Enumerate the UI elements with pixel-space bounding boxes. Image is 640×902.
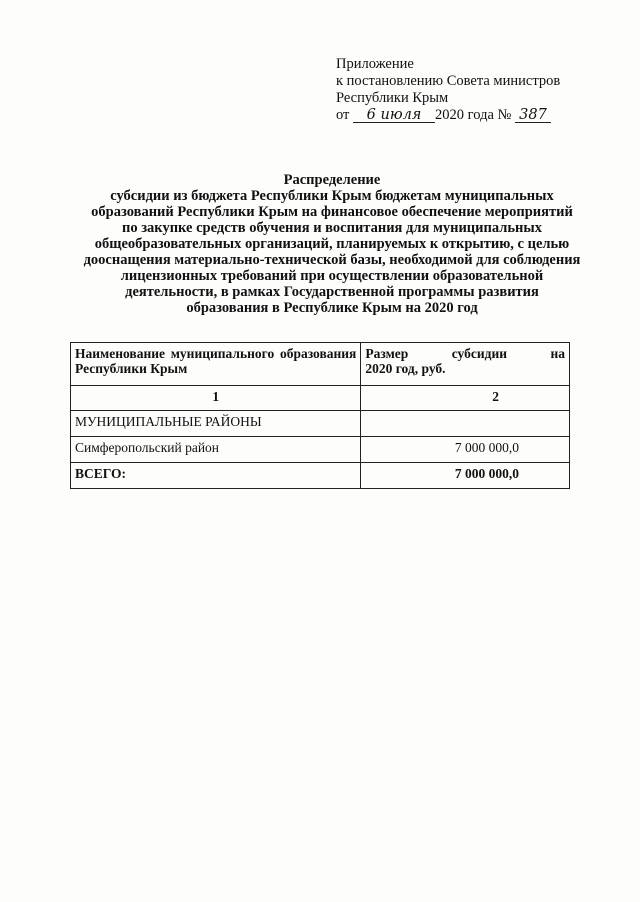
header-municipality xyxy=(71,343,361,386)
total-label: ВСЕГО: xyxy=(71,463,361,489)
column-number-1: 1 xyxy=(71,386,361,411)
title-line: образования в Республике Крым на 2020 год xyxy=(186,300,478,316)
header-subsidy xyxy=(361,343,570,386)
appendix-block xyxy=(336,56,560,124)
title-line: деятельности, в рамках Государственной программы развития xyxy=(125,284,539,300)
municipality-name: Симферопольский район xyxy=(71,437,361,463)
header-col1-line1: Наименование муниципального образования xyxy=(75,346,357,361)
document-title xyxy=(60,172,604,316)
subsidy-amount: 7 000 000,0 xyxy=(361,437,570,463)
column-number-row xyxy=(71,386,570,411)
total-row xyxy=(71,463,570,489)
title-line: дооснащения материально-технической базы, необходимой для соблюдения xyxy=(83,252,581,268)
title-line: образований Республики Крым на финансовое обеспечение мероприятий xyxy=(91,204,573,220)
section-label: МУНИЦИПАЛЬНЫЕ РАЙОНЫ xyxy=(71,411,361,437)
table-row xyxy=(71,411,570,437)
table-row xyxy=(71,437,570,463)
section-empty xyxy=(361,411,570,437)
total-amount: 7 000 000,0 xyxy=(361,463,570,489)
title-line: лицензионных требований при осуществлении образовательной xyxy=(120,268,544,284)
handwritten-date: 6 июля xyxy=(353,108,435,123)
table-header-row xyxy=(71,343,570,386)
title-line: общеобразовательных организаций, планируемых к открытию, с целью xyxy=(94,236,570,252)
appendix-date-line xyxy=(336,107,560,124)
appendix-line2: к постановлению Совета министров xyxy=(336,73,561,89)
header-col2-line2: 2020 год, руб. xyxy=(365,361,446,376)
appendix-line3: Республики Крым xyxy=(336,90,449,106)
title-line: субсидии из бюджета Республики Крым бюджетам муниципальных xyxy=(110,188,554,204)
title-line: по закупке средств обучения и воспитания для муниципальных xyxy=(122,220,542,236)
distribution-table xyxy=(70,342,570,489)
handwritten-number: 387 xyxy=(515,108,551,123)
appendix-year: 2020 года № xyxy=(435,107,512,123)
appendix-from: от xyxy=(336,107,350,123)
column-number-2: 2 xyxy=(361,386,570,411)
header-col2-line1: Размер субсидии на xyxy=(365,346,565,361)
appendix-line1: Приложение xyxy=(336,56,414,72)
header-col1-line2: Республики Крым xyxy=(75,361,188,376)
title-heading: Распределение xyxy=(283,172,381,188)
